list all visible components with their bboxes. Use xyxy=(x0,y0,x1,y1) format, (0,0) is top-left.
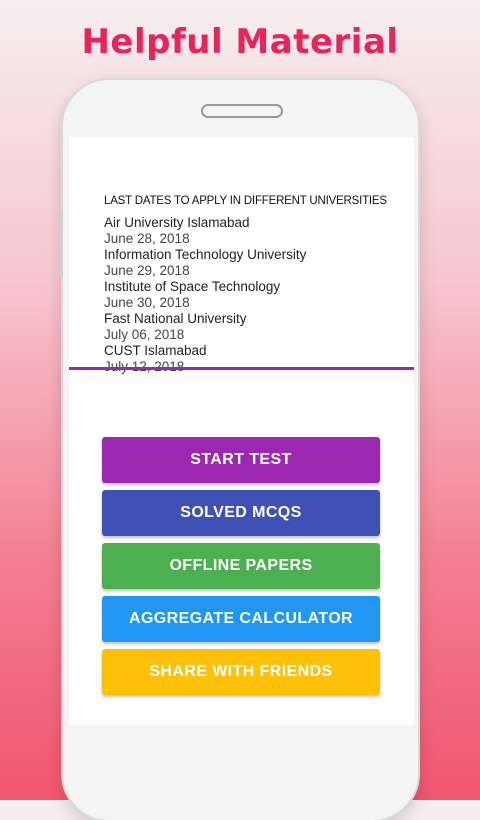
phone-side-button xyxy=(59,214,63,278)
share-with-friends-button[interactable]: SHARE WITH FRIENDS xyxy=(102,649,380,695)
university-deadline: June 28, 2018 xyxy=(104,231,190,246)
university-deadline: July 06, 2018 xyxy=(104,327,185,342)
app-screen xyxy=(69,137,414,725)
promo-headline: Helpful Material xyxy=(81,22,399,62)
notice-title: LAST DATES TO APPLY IN DIFFERENT UNIVERSITIES xyxy=(104,195,387,207)
university-deadline: June 30, 2018 xyxy=(104,295,190,310)
university-name: CUST Islamabad xyxy=(104,343,207,358)
deadline-notice-panel[interactable] xyxy=(69,137,414,369)
university-deadline: June 29, 2018 xyxy=(104,263,190,278)
university-name: Air University Islamabad xyxy=(104,215,250,230)
deadline-scroll-list[interactable] xyxy=(104,195,404,365)
phone-speaker xyxy=(201,104,283,118)
university-name: Institute of Space Technology xyxy=(104,279,281,294)
notice-divider xyxy=(69,367,414,370)
solved-mcqs-button[interactable]: SOLVED MCQS xyxy=(102,490,380,536)
university-name: Information Technology University xyxy=(104,247,307,262)
offline-papers-button[interactable]: OFFLINE PAPERS xyxy=(102,543,380,589)
aggregate-calculator-button[interactable]: AGGREGATE CALCULATOR xyxy=(102,596,380,642)
phone-frame xyxy=(63,80,418,820)
start-test-button[interactable]: START TEST xyxy=(102,437,380,483)
university-name: Fast National University xyxy=(104,311,247,326)
